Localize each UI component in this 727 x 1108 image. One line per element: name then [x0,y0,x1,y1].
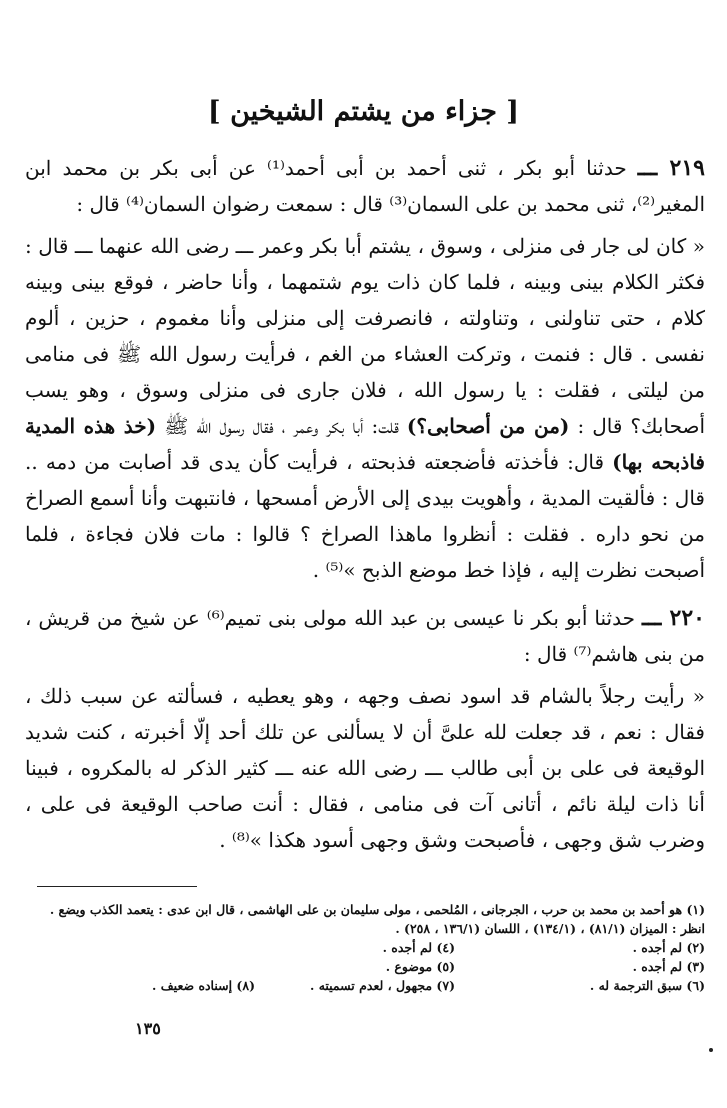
isnad-text: حدثنا أبو بكر نا عيسى بن عبد الله مولى بنى تميم⁽⁶⁾ عن شيخ من قريش ، من بنى هاشم⁽⁷⁾ قال : [25,606,705,666]
hadith-219 [25,150,705,588]
footnote-6: (٦) سبق الترجمة له . [589,978,705,993]
footnote-row [25,976,705,995]
scan-speck [709,1048,713,1052]
prophet-quote: (خذ هذه المدية فاذبحه بها) [25,414,705,474]
hadith-220-chain [25,600,705,672]
footnote-2: (٢) لم أجده . [632,940,705,955]
matn-text: قال: فأخذته فأضجعته فذبحته ، فرأيت كأن يدى قد أصابت من دمه .. قال : فألقيت المدية ، وأهويت بيدى إلى الأرض أمسحها ، فانتبهت وأنا أسمع الصراخ من نحو داره . فقلت : أنظروا ماهذا الصراخ ؟ قالوا : مات فلان فجاءة ، فلما أصبحت نظرت إليه ، فإذا خط موضع الذبح »⁽⁵⁾ . [25,450,705,582]
footnote-5: (٥) موضوع . [385,959,455,974]
hadith-219-body [25,228,705,588]
page-number: ١٣٥ [135,1019,161,1038]
footnote-8: (٨) إسناده ضعيف . [152,978,255,993]
footnote-row [25,938,705,957]
hadith-number: ٢٢٠ ـــ [641,605,705,631]
hadith-number: ٢١٩ ـــ [637,155,705,181]
footnote-1: (١) هو أحمد بن محمد بن حرب ، الجرجانى ، المُلحمى ، مولى سليمان بن على الهاشمى ، قال ابن عدى : يتعمد الكذب ويضع . انظر : الميزان (٨١/١) ، (١٣٤/١) ، اللسان (١٣٦/١ ، ٢٥٨) . [49,902,705,936]
hadith-219-chain [25,150,705,222]
footnote-divider [37,886,197,887]
footnote-row [25,957,705,976]
footnotes [25,900,705,995]
section-heading: [ جزاء من يشتم الشيخين ] [207,96,520,127]
hadith-220-body [25,678,705,858]
footnote-3: (٣) لم أجده . [632,959,705,974]
isnad-text: حدثنا أبو بكر ، ثنى أحمد بن أبى أحمد⁽¹⁾ عن أبى بكر بن محمد ابن المغير⁽²⁾، ثنى محمد بن على السمان⁽³⁾ قال : سمعت رضوان السمان⁽⁴⁾ قال : [25,156,705,216]
prophet-quote: (من من أصحابى؟) [406,414,570,438]
footnote-4: (٤) لم أجده . [382,940,455,955]
matn-text: « كان لى جار فى منزلى ، وسوق ، يشتم أبا بكر وعمر ـــ رضى الله عنهما ـــ قال : فكثر الكلام بينى وبينه ، فلما كان ذات يوم شتمهما ، وأنا حاضر ، فوقع بينى وبينه كلام ، حتى تناولنى ، وتناولته ، فانصرفت إلى منزلى وأنا مغموم ، حزين ، ألوم نفسى . قال : فنمت ، وتركت العشاء من الغم ، فرأيت رسول الله ﷺ فى منامى من ليلتى ، فقلت : يا رسول الله ، فلان جارى فى منزلى وسوق ، وهو يسب أصحابك؟ قال : [25,234,706,438]
matn-text: قلت: أبا بكر وعمر ، فقال رسول الله ﷺ [164,414,399,438]
hadith-220 [25,600,705,858]
footnote-7: (٧) مجهول ، لعدم تسميته . [309,978,455,993]
matn-text: « رأيت رجلاً بالشام قد اسود نصف وجهه ، وهو يعطيه ، فسألته عن سبب ذلك ، فقال : نعم ، قد جعلت لله علىَّ أن لا يسألنى عن تلك أحد إلّا أخبرته ، كنت شديد الوقيعة فى على بن أبى طالب ـــ رضى الله عنه ـــ كثير الذكر له بالمكروه ، فبينا أنا ذات ليلة نائم ، أتانى آت فى منامى ، فقال : أنت صاحب الوقيعة فى على ، وضرب شق وجهى ، فأصبحت وشق وجهى أسود هكذا »⁽⁸⁾ . [25,684,705,852]
